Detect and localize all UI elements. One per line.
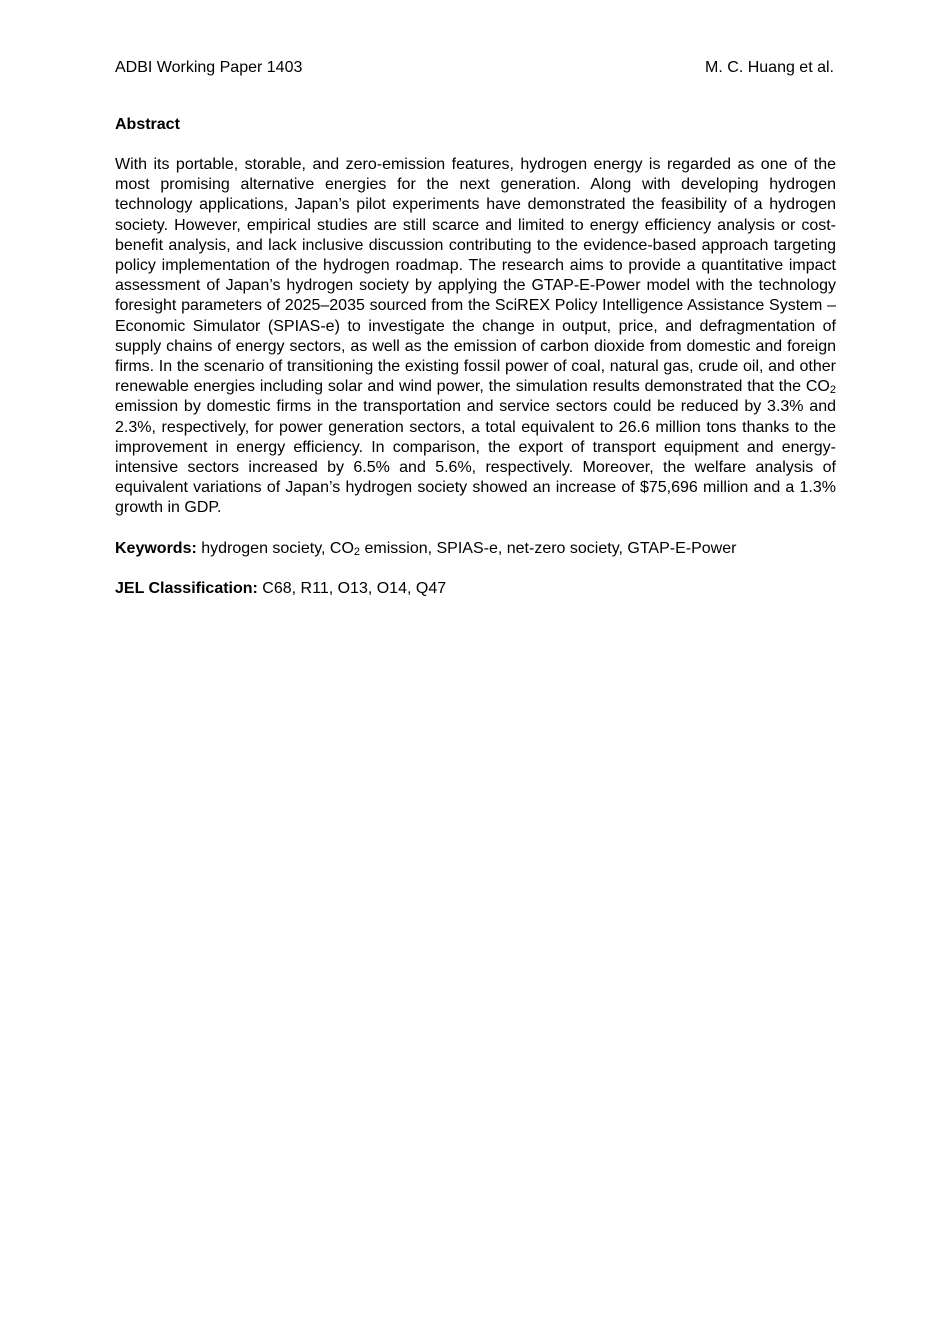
- keywords-text-part-1: hydrogen society, CO: [196, 539, 354, 557]
- abstract-heading: Abstract: [115, 116, 180, 133]
- header-authors: M. C. Huang et al.: [705, 59, 834, 76]
- running-header: [115, 58, 834, 78]
- jel-codes: C68, R11, O13, O14, Q47: [257, 579, 447, 597]
- keywords-line: [115, 539, 836, 559]
- abstract-text-part-1: With its portable, storable, and zero-emission features, hydrogen energy is regarded as one of the most promising alternative energies for the next generation. Along with developing hydrogen technology applications, Japan’s pilot experiments have demonstrated the feasibility of a hydrogen society. However, empirical studies are still scarce and limited to energy efficiency analysis or cost-benefit analysis, and lack inclusive discussion contributing to the evidence-based approach targeting policy implementation of the hydrogen roadmap. The research aims to provide a quantitative impact assessment of Japan’s hydrogen society by applying the GTAP-E-Power model with the technology foresight parameters of 2025–2035 sourced from the SciREX Policy Intelligence Assistance System – Economic Simulator (SPIAS-e) to investigate the change in output, price, and defragmentation of supply chains of energy sectors, as well as the emission of carbon dioxide from domestic and foreign firms. In the scenario of transitioning the existing fossil power of coal, natural gas, crude oil, and other renewable energies including solar and wind power, the simulation results demonstrated that the CO: [115, 156, 836, 396]
- keywords-text-part-2: emission, SPIAS-e, net-zero society, GTAP-E-Power: [360, 539, 737, 557]
- abstract-subscript: 2: [829, 384, 836, 397]
- jel-line: [115, 579, 836, 599]
- abstract-body: [115, 155, 836, 519]
- keywords-label: Keywords:: [115, 539, 197, 557]
- abstract-section: [115, 115, 836, 599]
- jel-label: JEL Classification:: [115, 579, 258, 597]
- header-series-title: ADBI Working Paper 1403: [115, 59, 303, 76]
- keywords-subscript: 2: [353, 545, 361, 558]
- abstract-text-part-2: emission by domestic firms in the transportation and service sectors could be reduced by 3.3% and 2.3%, respectively, for power generation sectors, a total equivalent to 26.6 million tons thanks to the improvement in energy efficiency. In comparison, the export of transport equipment and energy-intensive sectors increased by 6.5% and 5.6%, respectively. Moreover, the welfare analysis of equivalent variations of Japan’s hydrogen society showed an increase of $75,696 million and a 1.3% growth in GDP.: [115, 398, 836, 517]
